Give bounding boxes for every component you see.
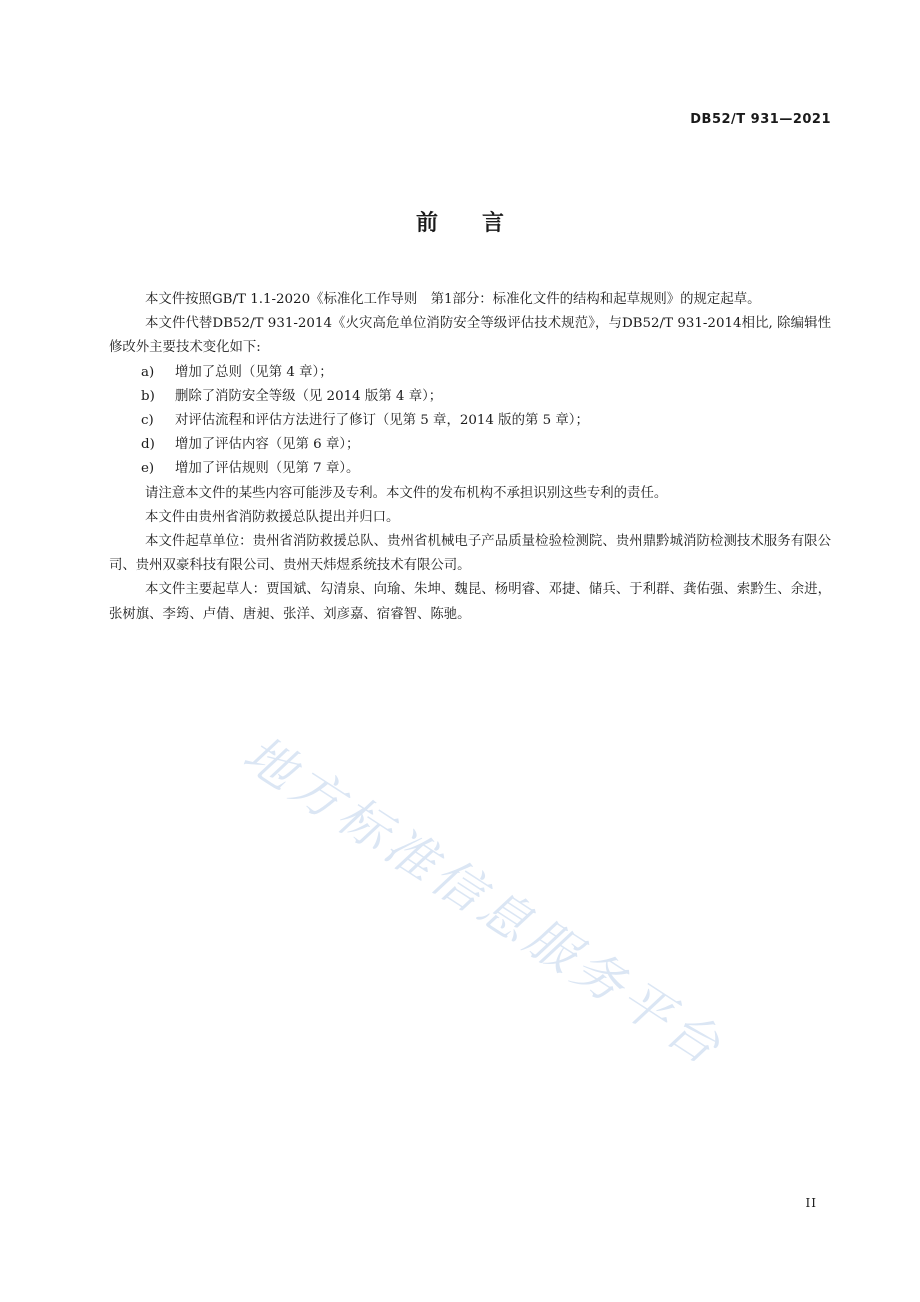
list-marker: b) <box>141 388 155 404</box>
list-marker: e) <box>141 461 155 477</box>
list-item <box>109 457 831 481</box>
list-item-text: 对评估流程和评估方法进行了修订（见第 5 章，2014 版的第 5 章）； <box>175 413 589 429</box>
watermark: 地方标准信息服务平台 <box>233 724 735 1079</box>
list-item-text: 增加了评估规则（见第 7 章）。 <box>175 461 360 477</box>
paragraph-drafting-rules: 本文件按照GB/T 1.1-2020《标准化工作导则 第1部分：标准化文件的结构和起草规则》的规定起草。 <box>145 292 761 307</box>
paragraph-patent-notice: 请注意本文件的某些内容可能涉及专利。本文件的发布机构不承担识别这些专利的责任。 <box>145 485 668 501</box>
foreword-body <box>109 288 831 627</box>
list-item <box>109 361 831 385</box>
list-item-text: 增加了评估内容（见第 6 章）； <box>175 437 360 453</box>
list-marker: a) <box>141 364 155 380</box>
list-item-text: 增加了总则（见第 4 章）； <box>175 364 333 380</box>
list-item <box>109 409 831 433</box>
paragraph-drafting-units: 本文件起草单位：贵州省消防救援总队、贵州省机械电子产品质量检验检测院、贵州鼎黔城消防检测技术服务有限公司、贵州双豪科技有限公司、贵州天炜煜系统技术有限公司。 <box>109 534 831 574</box>
page-number: II <box>805 1196 817 1210</box>
list-item <box>109 385 831 409</box>
paragraph-drafters: 本文件主要起草人：贾国斌、勾清泉、向瑜、朱坤、魏昆、杨明睿、邓捷、储兵、于利群、龚佑强、索黔生、余进，张树旗、李筠、卢倩、唐昶、张洋、刘彦嘉、宿睿智、陈驰。 <box>109 582 831 622</box>
page-title: 前言 <box>415 211 548 236</box>
list-item <box>109 433 831 457</box>
paragraph-replacement: 本文件代替DB52/T 931-2014《火灾高危单位消防安全等级评估技术规范》，与DB52/T 931-2014相比, 除编辑性修改外主要技术变化如下: <box>109 316 831 356</box>
list-marker: c) <box>141 413 154 429</box>
list-item-text: 删除了消防安全等级（见 2014 版第 4 章）； <box>175 388 443 404</box>
list-marker: d) <box>141 437 155 453</box>
document-code: DB52/T 931—2021 <box>690 112 831 127</box>
paragraph-proposer: 本文件由贵州省消防救援总队提出并归口。 <box>145 509 400 525</box>
